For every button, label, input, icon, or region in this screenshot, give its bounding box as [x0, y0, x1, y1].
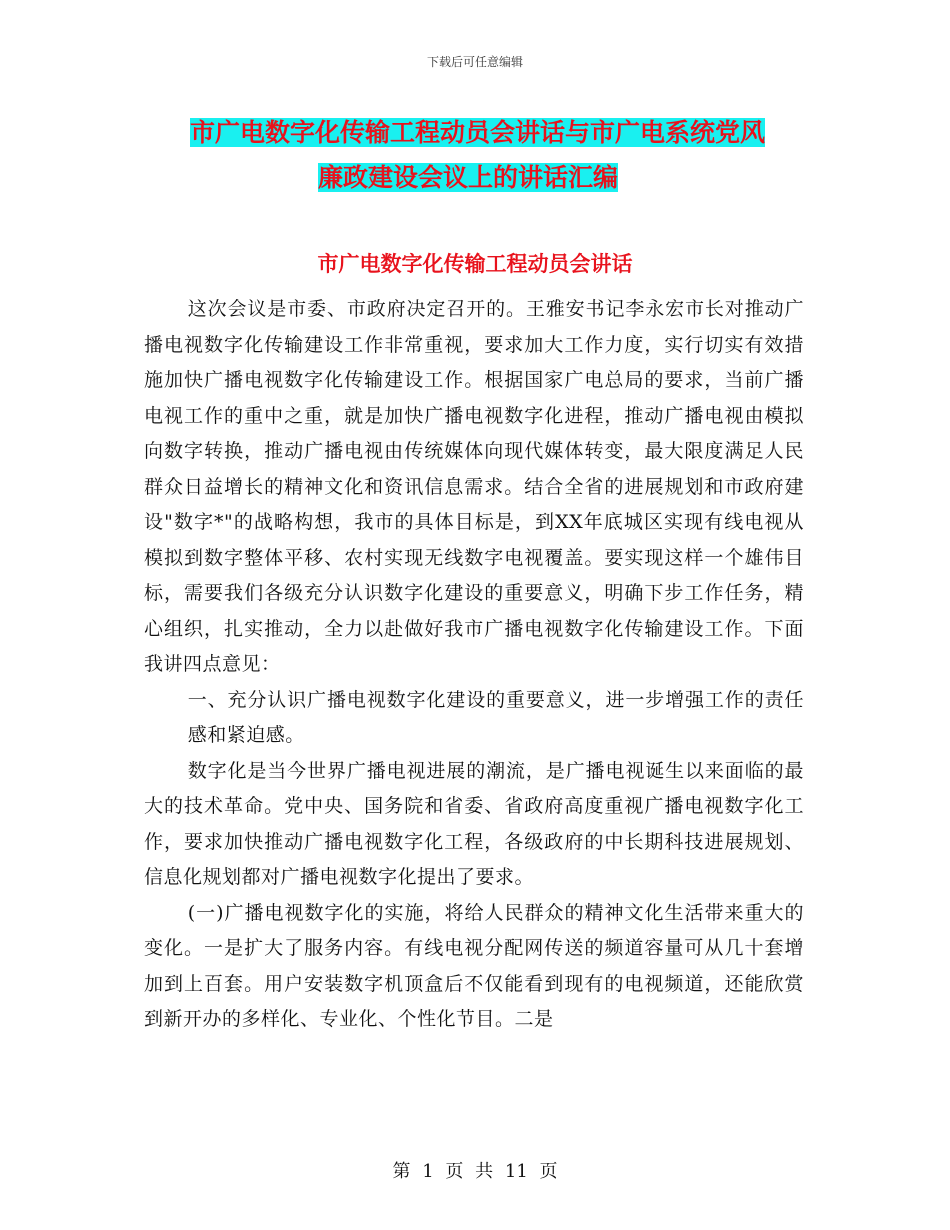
document-body	[144, 292, 804, 1038]
page-footer	[0, 1157, 950, 1183]
page-number: 1	[422, 1161, 434, 1182]
header-note: 下载后可任意编辑	[426, 55, 523, 69]
paragraph: 数字化是当今世界广播电视进展的潮流，是广播电视诞生以来面临的最大的技术革命。党中央、国务院和省委、省政府高度重视广播电视数字化工作，要求加快推动广播电视数字化工程，各级政府的中长期科技进展规划、信息化规划都对广播电视数字化提出了要求。	[144, 759, 804, 888]
section-title: 市广电数字化传输工程动员会讲话	[317, 252, 633, 276]
paragraph: (一)广播电视数字化的实施，将给人民群众的精神文化生活带来重大的变化。一是扩大了服务内容。有线电视分配网传送的频道容量可从几十套增加到上百套。用户安装数字机顶盒后不仅能看到现有的电视频道，还能欣赏到新开办的多样化、专业化、个性化节目。二是	[144, 901, 804, 1030]
document-title	[190, 110, 810, 200]
title-line-1: 市广电数字化传输工程动员会讲话与市广电系统党风	[190, 118, 766, 147]
paragraph-heading: 一、充分认识广播电视数字化建设的重要意义，进一步增强工作的责任感和紧迫感。	[187, 688, 804, 746]
title-line-2: 廉政建设会议上的讲话汇编	[318, 163, 619, 192]
total-pages: 11	[504, 1161, 528, 1182]
paragraph: 这次会议是市委、市政府决定召开的。王雅安书记李永宏市长对推动广播电视数字化传输建设工作非常重视，要求加大工作力度，实行切实有效措施加快广播电视数字化传输建设工作。根据国家广电总局的要求，当前广播电视工作的重中之重，就是加快广播电视数字化进程，推动广播电视由模拟向数字转换，推动广播电视由传统媒体向现代媒体转变，最大限度满足人民群众日益增长的精神文化和资讯信息需求。结合全省的进展规划和市政府建设"数字*"的战略构想，我市的具体目标是，到XX年底城区实现有线电视从模拟到数字整体平移、农村实现无线数字电视覆盖。要实现这样一个雄伟目标，需要我们各级充分认识数字化建设的重要意义，明确下步工作任务，精心组织，扎实推动，全力以赴做好我市广播电视数字化传输建设工作。下面我讲四点意见：	[144, 298, 804, 675]
page-label-prefix: 第	[392, 1161, 411, 1182]
page-label-suffix: 页	[539, 1161, 558, 1182]
total-label: 共	[475, 1161, 494, 1182]
page-label-mid: 页	[445, 1161, 464, 1182]
